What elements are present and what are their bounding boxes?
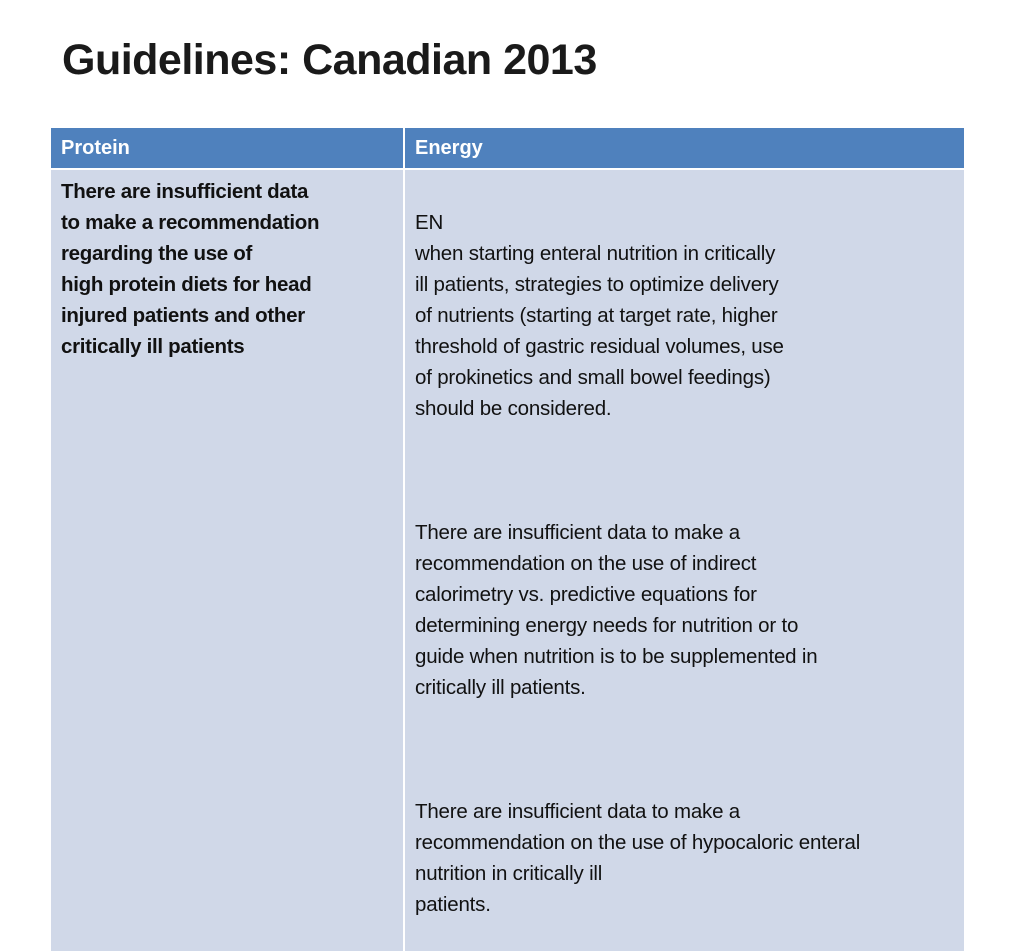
table-row: [51, 169, 964, 951]
energy-paragraph-calorimetry: There are insufficient data to make a recommendation on the use of indirect calorimetry vs. predictive equations for determining energy needs for nutrition or to guide when nutrition is to be supplemented in critically ill patients.: [415, 521, 818, 699]
table-header-row: [51, 128, 964, 169]
paragraph-spacer: [415, 734, 954, 765]
energy-paragraph-en: EN when starting enteral nutrition in critically ill patients, strategies to optimize delivery of nutrients (starting at target rate, higher threshold of gastric residual volumes, use of prokinetics and small bowel feedings) should be considered.: [415, 211, 784, 420]
energy-cell: [404, 169, 964, 951]
slide-title: Guidelines: Canadian 2013: [62, 36, 597, 84]
guidelines-table: [51, 128, 964, 951]
header-protein: Protein: [51, 128, 404, 169]
header-energy: Energy: [404, 128, 964, 169]
energy-paragraph-hypocaloric: There are insufficient data to make a recommendation on the use of hypocaloric enteral nutrition in critically ill patients.: [415, 800, 861, 916]
paragraph-spacer: [415, 455, 954, 486]
protein-recommendation: There are insufficient data to make a recommendation regarding the use of high protein diets for head injured patients and other critically ill patients: [61, 180, 320, 358]
protein-cell: [51, 169, 404, 951]
